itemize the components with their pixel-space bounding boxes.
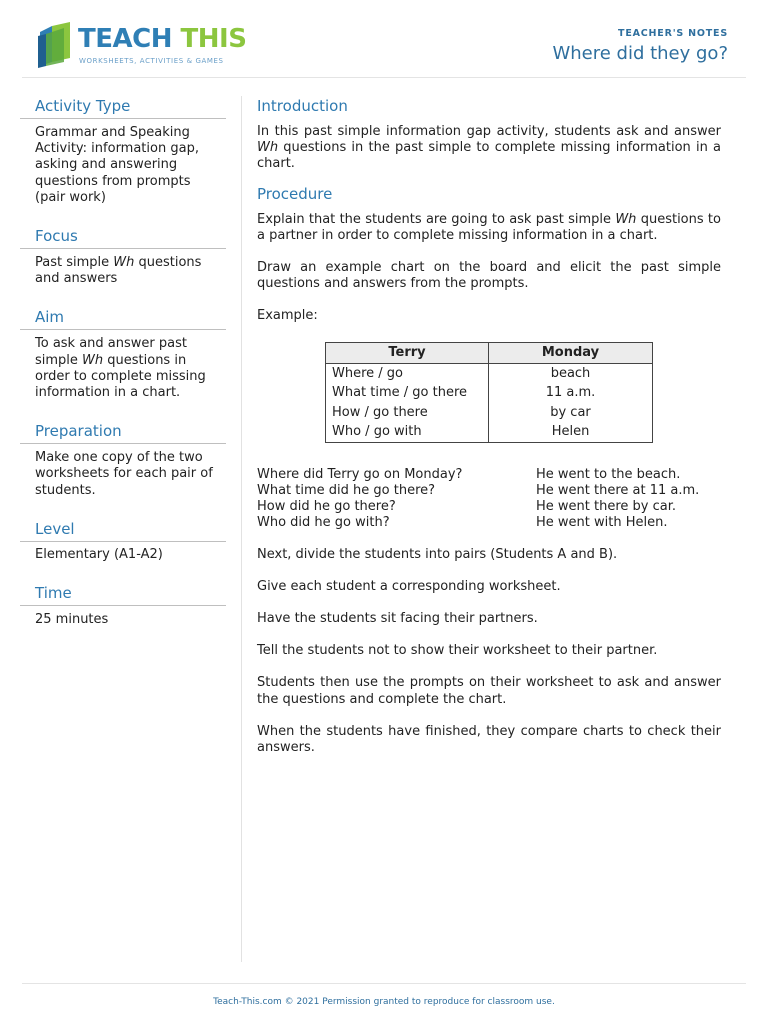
introduction-title: Introduction bbox=[257, 97, 348, 115]
answer-line: He went there at 11 a.m. bbox=[536, 482, 700, 498]
intro-text-end: questions in the past simple to complete missing information in a chart. bbox=[257, 140, 721, 172]
activity-type-title: Activity Type bbox=[35, 97, 131, 115]
activity-type-section bbox=[20, 96, 226, 206]
table-cell: Who / go with bbox=[326, 422, 489, 442]
step-text: Explain that the students are going to ask past simple bbox=[257, 211, 616, 227]
procedure-step-draw: Draw an example chart on the board and elicit the past simple questions and answers from the prompts. bbox=[257, 260, 721, 292]
preparation-title: Preparation bbox=[35, 422, 122, 441]
table-cell: Where / go bbox=[326, 363, 489, 383]
focus-text: Past simple bbox=[35, 255, 114, 271]
table-cell: beach bbox=[489, 363, 653, 383]
table-row bbox=[326, 403, 653, 423]
procedure-step-explain bbox=[257, 212, 721, 244]
level-title: Level bbox=[35, 519, 75, 538]
answers-column bbox=[536, 467, 721, 531]
focus-section bbox=[20, 226, 226, 287]
main-content bbox=[257, 96, 721, 772]
answer-line: He went to the beach. bbox=[536, 466, 681, 482]
table-cell: by car bbox=[489, 403, 653, 423]
header-right bbox=[552, 28, 728, 64]
preparation-section bbox=[20, 421, 226, 499]
header-divider bbox=[22, 77, 746, 78]
time-title: Time bbox=[35, 584, 72, 603]
logo-teach: TEACH bbox=[78, 24, 172, 54]
question-line: Who did he go with? bbox=[257, 514, 390, 530]
footer-divider bbox=[22, 983, 746, 984]
focus-text-end: questions and answers bbox=[35, 255, 202, 287]
answer-line: He went there by car. bbox=[536, 498, 677, 514]
intro-text: In this past simple information gap activity, students ask and answer bbox=[257, 124, 721, 139]
example-chart bbox=[325, 342, 653, 443]
focus-body bbox=[20, 249, 226, 287]
example-chart-header bbox=[326, 342, 653, 363]
header-monday: Monday bbox=[489, 342, 653, 363]
procedure-title: Procedure bbox=[257, 184, 333, 203]
aim-title: Aim bbox=[35, 308, 65, 327]
sidebar bbox=[20, 96, 226, 648]
procedure-step-compare: When the students have finished, they compare charts to check their answers. bbox=[257, 723, 721, 756]
focus-emphasis: Wh bbox=[113, 255, 135, 271]
logo-this: THIS bbox=[180, 24, 247, 54]
table-cell: Helen bbox=[489, 422, 653, 442]
question-line: What time did he go there? bbox=[257, 482, 436, 498]
teachers-notes-label: TEACHER'S NOTES bbox=[618, 28, 728, 39]
aim-emphasis: Wh bbox=[82, 352, 104, 368]
time-section bbox=[20, 583, 226, 628]
procedure-step-worksheet: Give each student a corresponding worksheet. bbox=[257, 578, 561, 594]
intro-emphasis: Wh bbox=[257, 140, 279, 156]
column-divider bbox=[241, 96, 242, 962]
table-cell: How / go there bbox=[326, 403, 489, 423]
introduction-text bbox=[257, 124, 721, 173]
logo-tagline: WORKSHEETS, ACTIVITIES & GAMES bbox=[79, 57, 224, 65]
level-section bbox=[20, 519, 226, 563]
table-cell: 11 a.m. bbox=[489, 383, 653, 403]
questions-column bbox=[257, 467, 536, 531]
question-answer-list bbox=[257, 467, 721, 531]
page-title: Where did they go? bbox=[552, 43, 728, 64]
book-icon bbox=[36, 22, 76, 68]
table-cell: What time / go there bbox=[326, 383, 489, 403]
preparation-body: Make one copy of the two worksheets for each pair of students. bbox=[35, 450, 213, 498]
aim-text-end: questions in order to complete missing information in a chart. bbox=[35, 352, 206, 401]
procedure-step-sit: Have the students sit facing their partners. bbox=[257, 611, 538, 627]
procedure-step-pairs: Next, divide the students into pairs (Students A and B). bbox=[257, 546, 618, 562]
time-body: 25 minutes bbox=[35, 612, 109, 628]
question-line: How did he go there? bbox=[257, 498, 396, 514]
step-text-end: questions to a partner in order to complete missing information in a chart. bbox=[257, 211, 721, 243]
question-line: Where did Terry go on Monday? bbox=[257, 466, 463, 482]
procedure-step-prompts: Students then use the prompts on their worksheet to ask and answer the questions and complete the chart. bbox=[257, 675, 721, 707]
teach-this-logo[interactable] bbox=[36, 22, 247, 70]
step-emphasis: Wh bbox=[615, 211, 637, 227]
logo-wordmark bbox=[78, 24, 246, 54]
page-header bbox=[0, 0, 768, 78]
activity-type-body: Grammar and Speaking Activity: information gap, asking and answering questions from prompts (pair work) bbox=[35, 125, 199, 205]
aim-section bbox=[20, 307, 226, 401]
table-row bbox=[326, 422, 653, 442]
procedure-step-hide: Tell the students not to show their worksheet to their partner. bbox=[257, 643, 658, 659]
level-body: Elementary (A1-A2) bbox=[35, 546, 163, 562]
header-terry: Terry bbox=[326, 342, 489, 363]
answer-line: He went with Helen. bbox=[536, 514, 668, 530]
footer-copyright: Teach-This.com © 2021 Permission granted to reproduce for classroom use. bbox=[213, 997, 555, 1007]
example-label: Example: bbox=[257, 308, 318, 324]
table-row bbox=[326, 363, 653, 383]
focus-title: Focus bbox=[35, 227, 78, 246]
table-row bbox=[326, 383, 653, 403]
aim-text: To ask and answer past simple bbox=[35, 336, 187, 368]
aim-body bbox=[20, 330, 226, 401]
